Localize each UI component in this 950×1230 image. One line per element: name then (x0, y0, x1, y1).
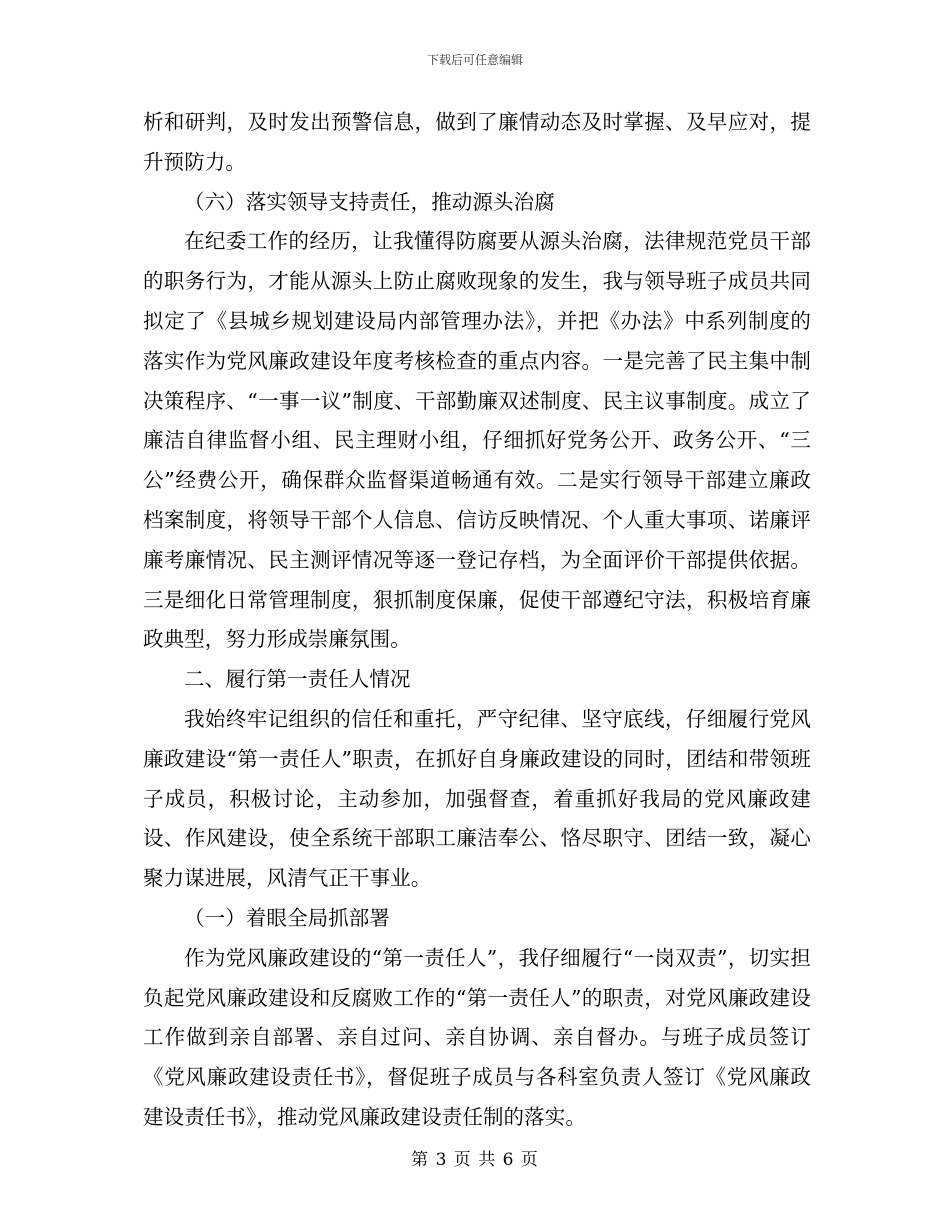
section-heading-6: （六）落实领导支持责任，推动源头治腐 (184, 189, 555, 214)
paragraph-first-responsibility: 我始终牢记组织的信任和重托，严守纪律、坚守底线，仔细履行党风廉政建设“第一责任人”职责，在抓好自身廉政建设的同时，团结和带领班子成员，积极讨论，主动参加，加强督查，着重抓好我局的党风廉政建设、作风建设，使全系统干部职工廉洁奉公、恪尽职守、团结一致，凝心聚力谋进展，风清气正干事业。 (143, 706, 811, 891)
page-number: 第 3 页 共 6 页 (411, 1150, 539, 1170)
page-header-note: 下载后可任意编辑 (426, 53, 523, 67)
section-heading-2: 二、履行第一责任人情况 (184, 667, 411, 692)
document-body (143, 103, 811, 1138)
section-heading-1: （一）着眼全局抓部署 (184, 905, 390, 930)
paragraph-deployment: 作为党风廉政建设的“第一责任人”，我仔细履行“一岗双责”，切实担负起党风廉政建设和反腐败工作的“第一责任人”的职责，对党风廉政建设工作做到亲自部署、亲自过问、亲自协调、亲自督办。与班子成员签订《党风廉政建设责任书》，督促班子成员与各科室负责人签订《党风廉政建设责任书》，推动党风廉政建设责任制的落实。 (143, 945, 811, 1129)
paragraph-source-governance: 在纪委工作的经历，让我懂得防腐要从源头治腐，法律规范党员干部的职务行为，才能从源头上防止腐败现象的发生，我与领导班子成员共同拟定了《县城乡规划建设局内部管理办法》，并把《办法》中系列制度的落实作为党风廉政建设年度考核检查的重点内容。一是完善了民主集中制决策程序、“一事一议”制度、干部勤廉双述制度、民主议事制度。成立了廉洁自律监督小组、民主理财小组，仔细抓好党务公开、政务公开、“三公”经费公开，确保群众监督渠道畅通有效。二是实行领导干部建立廉政档案制度，将领导干部个人信息、信访反映情况、个人重大事项、诺廉评廉考廉情况、民主测评情况等逐一登记存档，为全面评价干部提供依据。三是细化日常管理制度，狠抓制度保廉，促使干部遵纪守法，积极培育廉政典型，努力形成崇廉氛围。 (143, 229, 811, 652)
paragraph-continuation: 析和研判，及时发出预警信息，做到了廉情动态及时掌握、及早应对，提升预防力。 (143, 110, 811, 174)
